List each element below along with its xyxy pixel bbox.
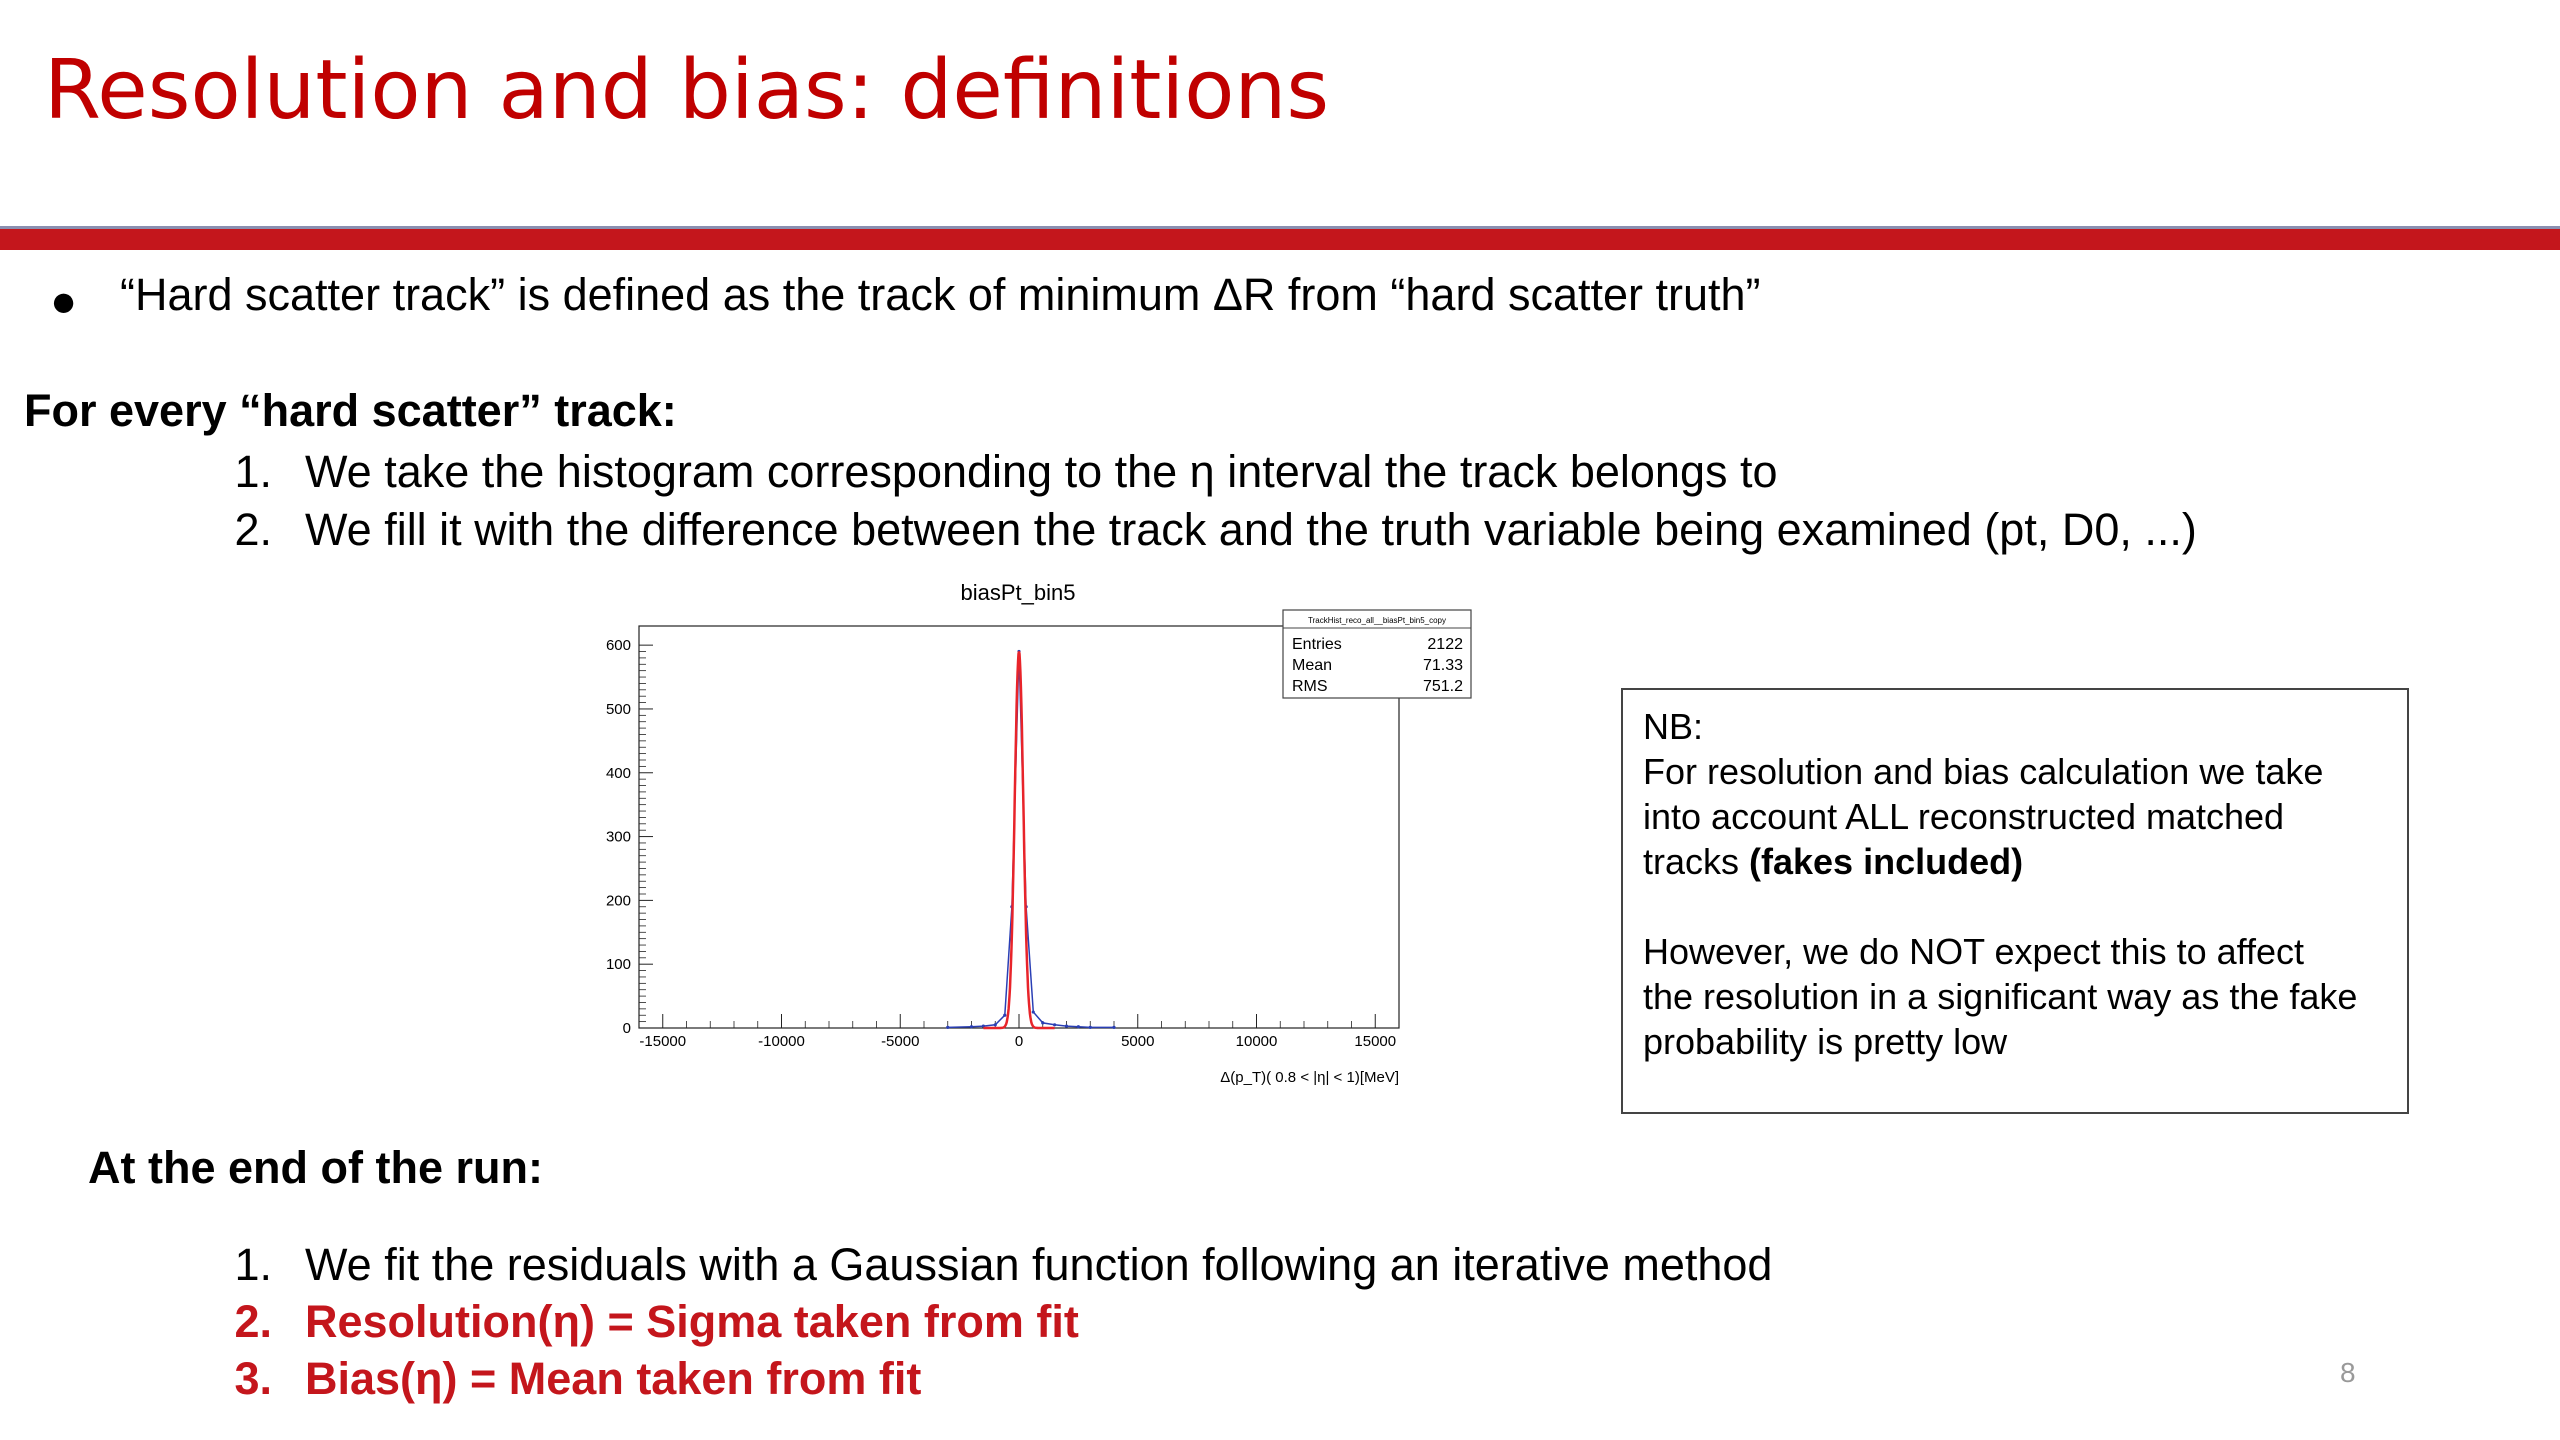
y-tick-label: 300 bbox=[605, 828, 631, 846]
histogram-point bbox=[1041, 1021, 1044, 1024]
note-line-2: into account ALL reconstructed matched bbox=[1643, 796, 2285, 837]
y-tick-label: 0 bbox=[622, 1020, 631, 1037]
section2-item-3-number: 3. bbox=[234, 1353, 272, 1404]
section2-item-2-number: 2. bbox=[234, 1296, 272, 1347]
note-line-1: For resolution and bias calculation we take bbox=[1643, 751, 2324, 792]
section1-heading: For every “hard scatter” track: bbox=[24, 385, 677, 436]
plot-title: biasPt_bin5 bbox=[960, 580, 1076, 605]
histogram-plot bbox=[595, 572, 1495, 1092]
x-tick-label: -10000 bbox=[758, 1033, 805, 1050]
histogram-point bbox=[946, 1026, 949, 1029]
note-line-3-bold: (fakes included) bbox=[1749, 841, 2024, 882]
note-para2-line-2: the resolution in a significant way as the fake bbox=[1643, 976, 2358, 1017]
y-tick-label: 200 bbox=[605, 892, 631, 910]
stats-entries-label: Entries bbox=[1292, 636, 1342, 653]
note-line-3 bbox=[1643, 839, 2387, 884]
bullet-text: “Hard scatter track” is defined as the track of minimum ΔR from “hard scatter truth” bbox=[120, 269, 1761, 320]
stats-box bbox=[1283, 610, 1471, 698]
histogram-point bbox=[994, 1023, 997, 1026]
slide-title: Resolution and bias: definitions bbox=[44, 43, 1330, 138]
stats-mean-value: 71.33 bbox=[1422, 657, 1463, 674]
note-para2-line-3: probability is pretty low bbox=[1643, 1021, 2008, 1062]
histogram-point bbox=[1089, 1026, 1092, 1029]
bullet-marker: ● bbox=[50, 275, 78, 326]
x-tick-label: -15000 bbox=[639, 1033, 687, 1050]
section1-item-2-number: 2. bbox=[234, 504, 272, 555]
histogram-point bbox=[1032, 1010, 1035, 1013]
section2-item-1-number: 1. bbox=[234, 1239, 272, 1290]
stats-box-name: TrackHist_reco_all__biasPt_bin5_copy bbox=[1308, 616, 1446, 625]
histogram-point bbox=[1112, 1026, 1115, 1029]
section2-item-3-text: Bias(η) = Mean taken from fit bbox=[305, 1353, 922, 1404]
y-tick-label: 400 bbox=[605, 764, 631, 782]
x-tick-label: -5000 bbox=[881, 1033, 920, 1050]
y-tick-label: 600 bbox=[605, 637, 631, 655]
x-tick-label: 0 bbox=[1014, 1033, 1024, 1050]
stats-entries-value: 2122 bbox=[1427, 636, 1463, 653]
page-number: 8 bbox=[2340, 1357, 2356, 1388]
note-box bbox=[1621, 688, 2409, 1114]
x-axis-label: Δ(p_T)( 0.8 < |η| < 1)[MeV] bbox=[1220, 1069, 1399, 1086]
histogram-point bbox=[1077, 1025, 1080, 1028]
stats-rms-value: 751.2 bbox=[1422, 678, 1463, 695]
histogram-point bbox=[1065, 1024, 1068, 1027]
histogram-point bbox=[1003, 1014, 1006, 1017]
section2-item-2-text: Resolution(η) = Sigma taken from fit bbox=[305, 1296, 1079, 1347]
section2-heading: At the end of the run: bbox=[88, 1142, 543, 1193]
histogram-point bbox=[1053, 1023, 1056, 1026]
y-tick-label: 500 bbox=[605, 700, 631, 718]
note-line-3-plain: tracks bbox=[1643, 841, 1750, 882]
stats-mean-label: Mean bbox=[1292, 657, 1333, 674]
note-para2-line-1: However, we do NOT expect this to affect bbox=[1643, 931, 2304, 972]
x-tick-label: 5000 bbox=[1121, 1033, 1155, 1050]
y-tick-label: 100 bbox=[605, 956, 631, 974]
section1-item-1-text: We take the histogram corresponding to the η interval the track belongs to bbox=[305, 446, 1778, 497]
section2-item-1-text: We fit the residuals with a Gaussian function following an iterative method bbox=[305, 1239, 1773, 1290]
stats-rms-label: RMS bbox=[1292, 678, 1328, 695]
note-title: NB: bbox=[1643, 706, 1704, 747]
histogram-point bbox=[970, 1025, 973, 1028]
x-tick-label: 15000 bbox=[1354, 1033, 1397, 1050]
section1-item-1-number: 1. bbox=[234, 446, 272, 497]
x-tick-label: 10000 bbox=[1235, 1033, 1278, 1050]
section1-item-2-text: We fill it with the difference between the track and the truth variable being examined (pt, D0, ...) bbox=[305, 504, 2197, 555]
title-divider bbox=[0, 226, 2560, 250]
